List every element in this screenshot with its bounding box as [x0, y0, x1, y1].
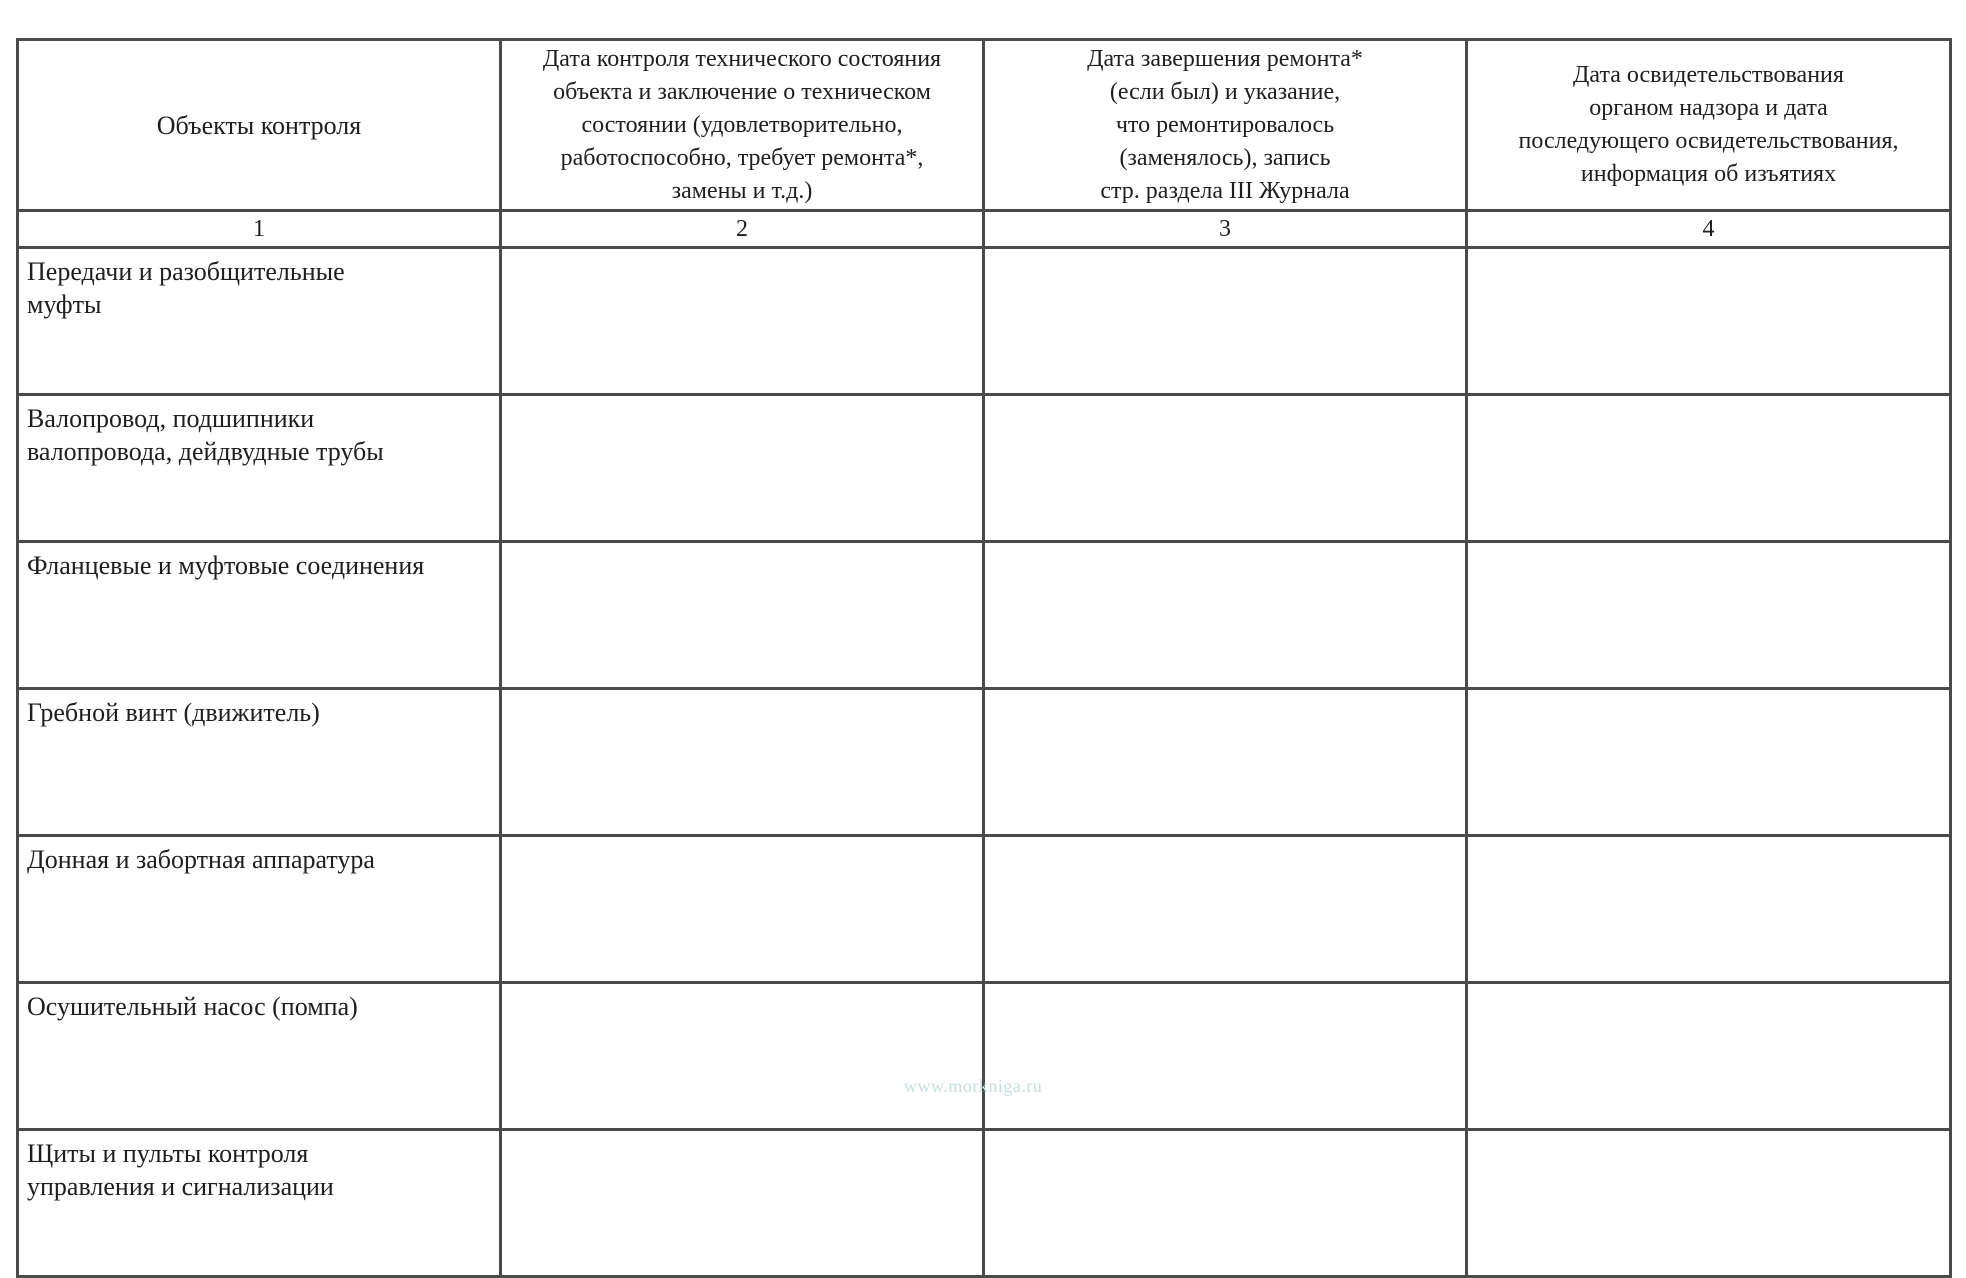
survey-date-cell[interactable]: [1467, 395, 1951, 542]
control-date-cell[interactable]: [501, 542, 984, 689]
watermark: www.morkniga.ru: [904, 1076, 1043, 1096]
object-name: Передачи и разобщительные муфты: [18, 248, 501, 395]
table-row: [18, 1130, 1951, 1277]
object-name: Осушительный насос (помпа): [18, 983, 501, 1130]
survey-date-cell[interactable]: [1467, 983, 1951, 1130]
repair-date-cell[interactable]: [984, 248, 1467, 395]
column-number: 3: [984, 211, 1467, 248]
repair-date-cell[interactable]: [984, 836, 1467, 983]
object-name: Валопровод, подшипники валопровода, дейдвудные трубы: [18, 395, 501, 542]
header-repair-date: Дата завершения ремонта* (если был) и указание, что ремонтировалось (заменялось), запись стр. раздела III Журнала: [984, 40, 1467, 211]
header-survey-date: Дата освидетельствования органом надзора и дата последующего освидетельствования, информация об изъятиях: [1467, 40, 1951, 211]
survey-date-cell[interactable]: [1467, 1130, 1951, 1277]
repair-date-cell[interactable]: [984, 983, 1467, 1130]
header-control-date: Дата контроля технического состояния объекта и заключение о техническом состоянии (удовлетворительно, работоспособно, требует ремонта*, замены и т.д.): [501, 40, 984, 211]
object-name: Фланцевые и муфтовые соединения: [18, 542, 501, 689]
survey-date-cell[interactable]: [1467, 836, 1951, 983]
control-date-cell[interactable]: [501, 248, 984, 395]
object-name: Щиты и пульты контроля управления и сигнализации: [18, 1130, 501, 1277]
column-number: 2: [501, 211, 984, 248]
column-number: 1: [18, 211, 501, 248]
table-row: [18, 836, 1951, 983]
repair-date-cell[interactable]: [984, 395, 1467, 542]
table-row: [18, 689, 1951, 836]
object-name: Донная и забортная аппаратура: [18, 836, 501, 983]
control-date-cell[interactable]: [501, 836, 984, 983]
repair-date-cell[interactable]: [984, 1130, 1467, 1277]
survey-date-cell[interactable]: [1467, 689, 1951, 836]
survey-date-cell[interactable]: [1467, 248, 1951, 395]
control-date-cell[interactable]: [501, 1130, 984, 1277]
column-number: 4: [1467, 211, 1951, 248]
column-number-row: [18, 211, 1951, 248]
survey-date-cell[interactable]: [1467, 542, 1951, 689]
control-date-cell[interactable]: [501, 395, 984, 542]
header-row: [18, 40, 1951, 211]
table-row: [18, 542, 1951, 689]
repair-date-cell[interactable]: [984, 542, 1467, 689]
control-date-cell[interactable]: [501, 983, 984, 1130]
table-row: [18, 248, 1951, 395]
control-date-cell[interactable]: [501, 689, 984, 836]
object-name: Гребной винт (движитель): [18, 689, 501, 836]
repair-date-cell[interactable]: [984, 689, 1467, 836]
header-objects: Объекты контроля: [18, 40, 501, 211]
table-row: [18, 983, 1951, 1130]
table-row: [18, 395, 1951, 542]
